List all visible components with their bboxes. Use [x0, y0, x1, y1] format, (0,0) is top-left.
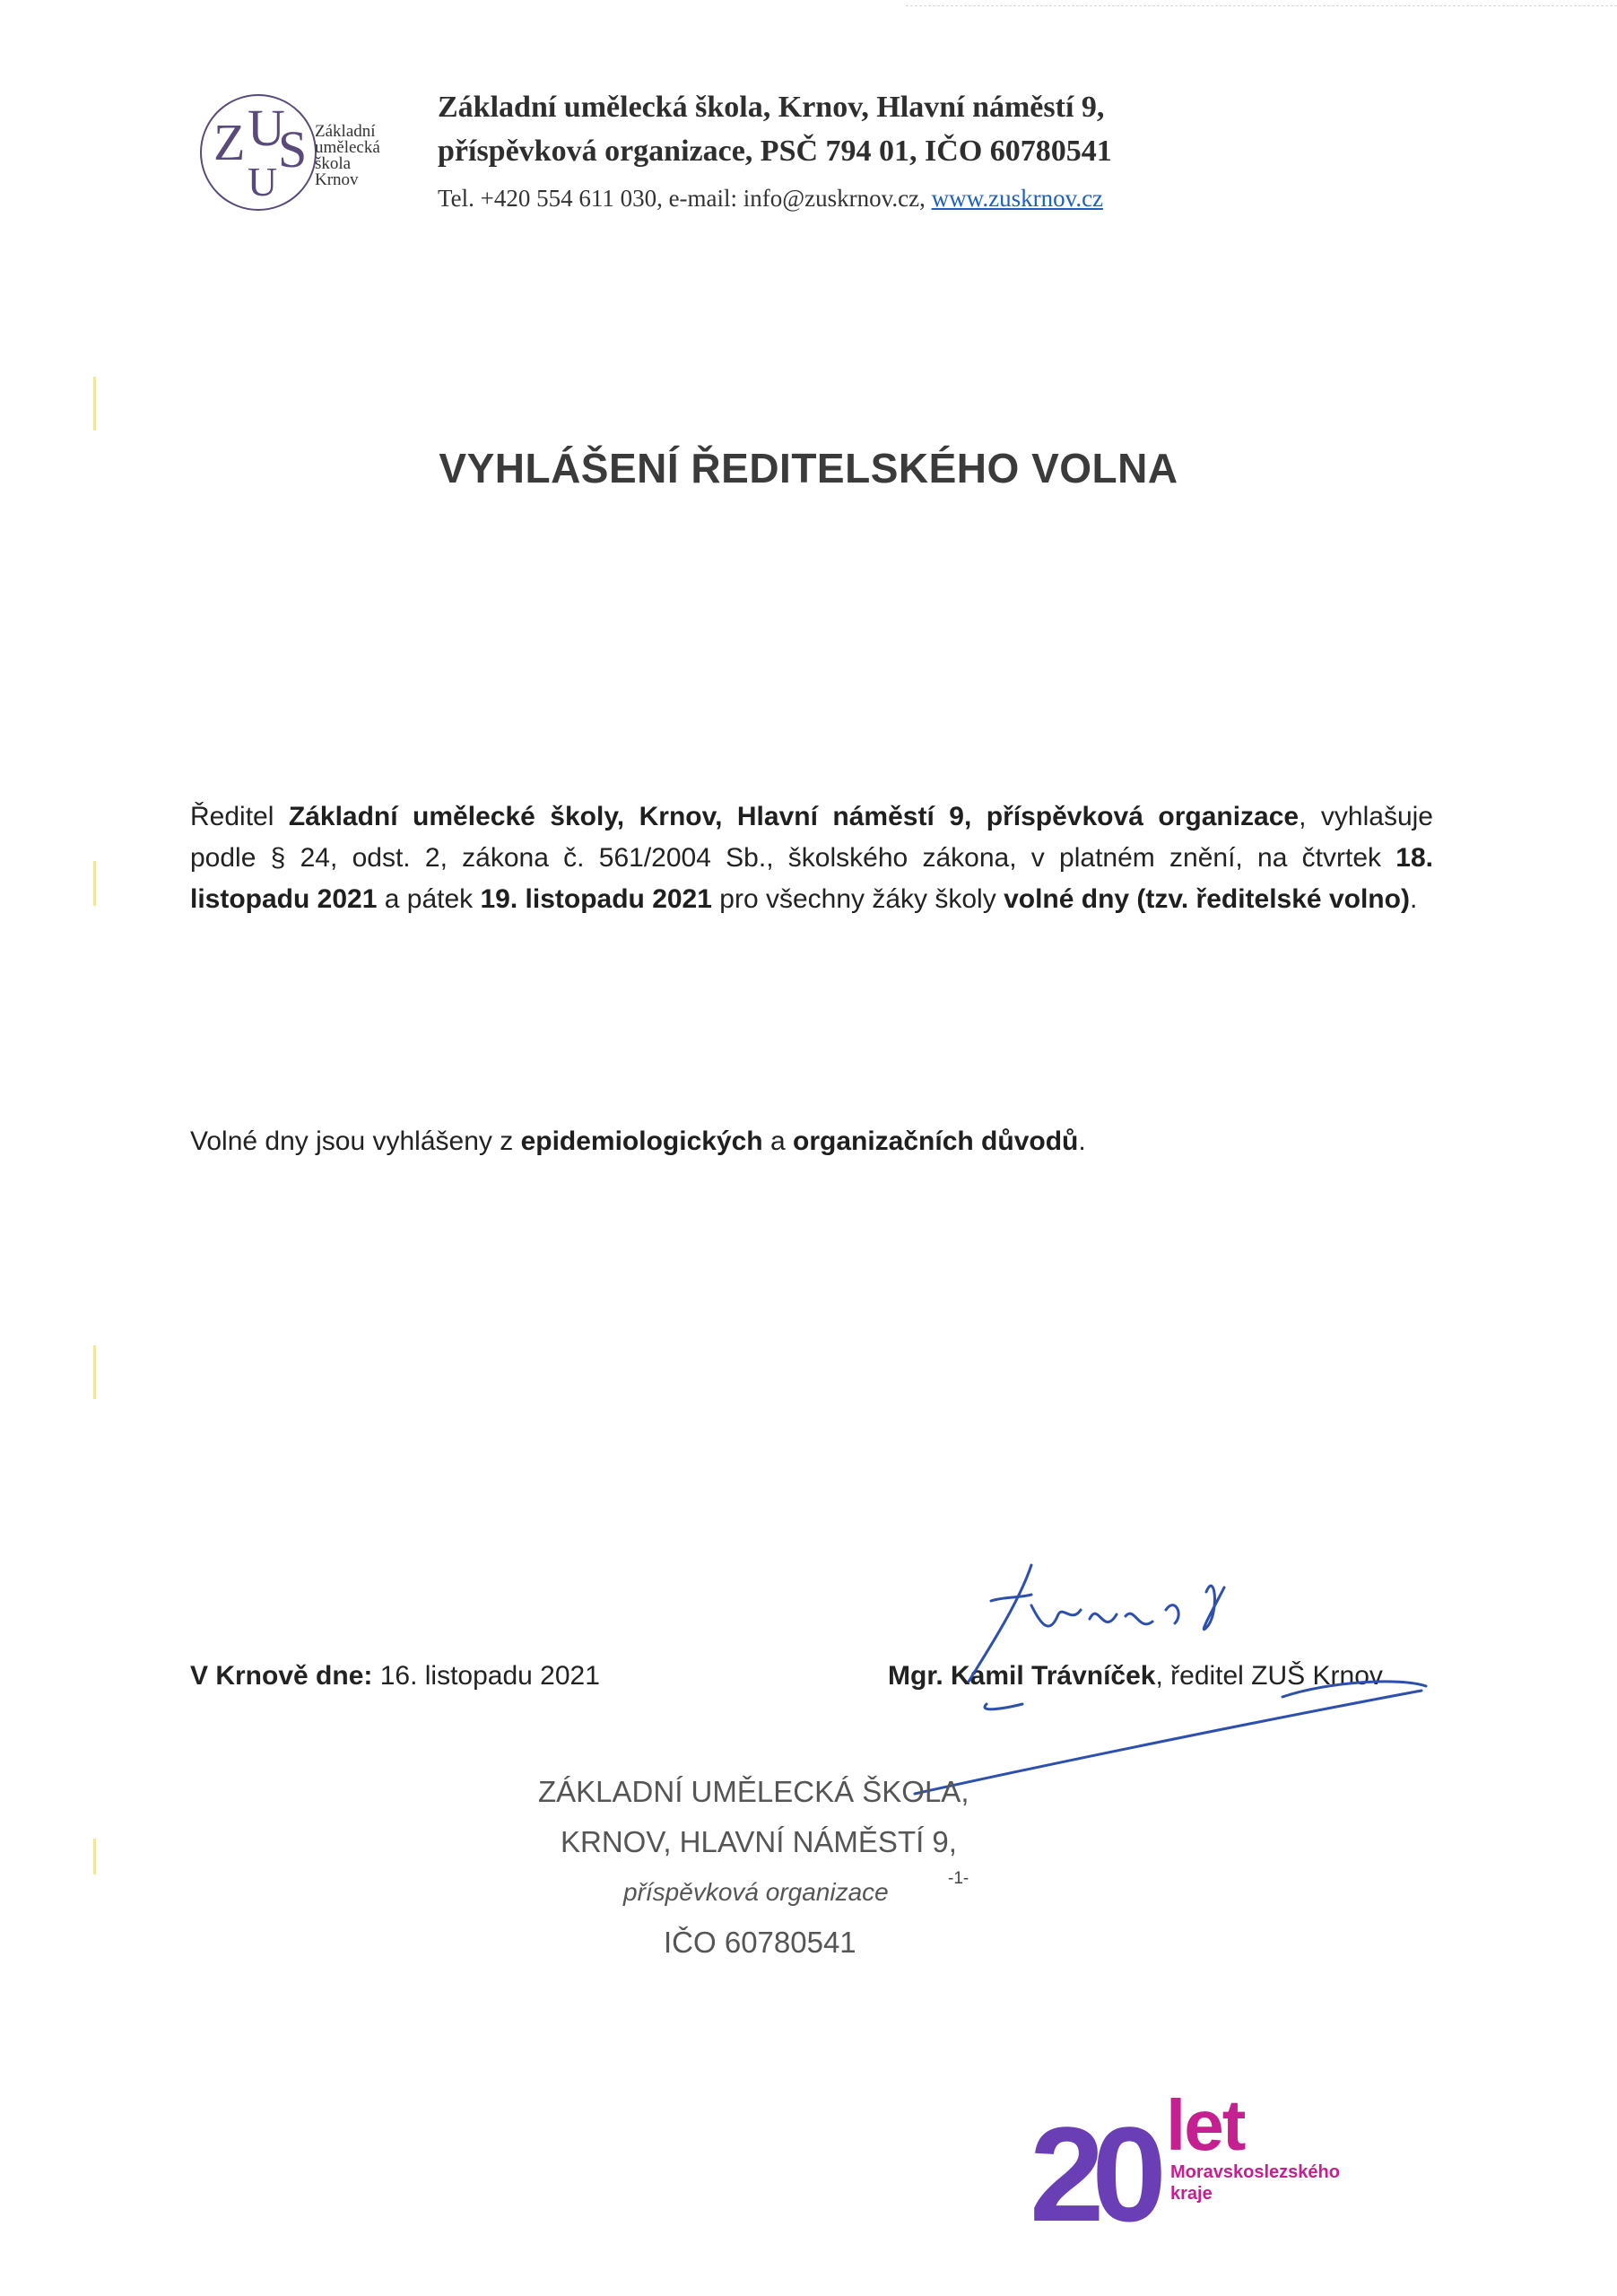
stamp-line: příspěvková organizace: [623, 1878, 889, 1906]
anniversary-word: let: [1166, 2085, 1245, 2165]
page-number: -1-: [948, 1869, 969, 1888]
svg-text:U: U: [248, 99, 285, 157]
para-text: Volné dny jsou vyhlášeny z: [190, 1126, 521, 1156]
stamp-line: IČO 60780541: [664, 1926, 856, 1959]
document-title: VYHLÁŠENÍ ŘEDITELSKÉHO VOLNA: [439, 445, 1178, 491]
para-text: .: [1078, 1126, 1086, 1156]
stamp-line: KRNOV, HLAVNÍ NÁMĚSTÍ 9,: [561, 1825, 957, 1858]
region-line: Moravskoslezského: [1170, 2162, 1340, 2182]
logo-caption-line: umělecká: [315, 138, 380, 157]
logo-caption: [315, 124, 380, 188]
zus-logo-icon: [196, 90, 321, 215]
header-line-1: Základní umělecká škola, Krnov, Hlavní náměstí 9,: [438, 91, 1105, 124]
header-contact: [438, 185, 1103, 213]
para-text: a: [762, 1126, 793, 1156]
contact-text: Tel. +420 554 611 030, e-mail: info@zuskrnov.cz,: [438, 185, 932, 212]
school-logo: [196, 90, 411, 215]
website-link[interactable]: www.zuskrnov.cz: [931, 185, 1104, 212]
para-text: Ředitel: [190, 802, 289, 831]
svg-text:S: S: [278, 120, 308, 178]
svg-text:U: U: [248, 159, 278, 204]
date-line: [190, 1661, 600, 1692]
region-line: kraje: [1170, 2184, 1213, 2204]
para-text: .: [1409, 884, 1418, 914]
para-text: a pátek: [377, 884, 481, 914]
signatory-role: , ředitel ZUŠ Krnov: [1155, 1661, 1383, 1691]
header-line-2: příspěvková organizace, PSČ 794 01, IČO 60780541: [438, 135, 1112, 168]
anniversary-number: 20: [1030, 2099, 1154, 2231]
school-stamp: [538, 1767, 1004, 1968]
anniversary-region: [1170, 2161, 1340, 2205]
para-text: , vyhlašuje podle § 24, odst. 2, zákona č. 561/2004 Sb., školského zákona, v platném znění, na čtvrtek: [190, 802, 1433, 873]
reason-epidemiological: epidemiologických: [520, 1126, 763, 1156]
logo-caption-line: Krnov: [315, 170, 359, 189]
free-days-term: volné dny (tzv. ředitelské volno): [1004, 884, 1410, 914]
date-label: V Krnově dne:: [190, 1661, 373, 1691]
date-friday: 19. listopadu 2021: [480, 884, 712, 914]
reason-organizational: organizačních důvodů: [793, 1126, 1079, 1156]
stamp-line: ZÁKLADNÍ UMĚLECKÁ ŠKOLA,: [538, 1775, 969, 1808]
para-text: pro všechny žáky školy: [711, 884, 1004, 914]
school-name: Základní umělecké školy, Krnov, Hlavní náměstí 9, příspěvková organizace: [288, 802, 1300, 831]
reason-paragraph: [190, 1121, 1433, 1162]
top-edge-line: [906, 5, 1617, 6]
logo-caption-line: Základní: [315, 122, 376, 141]
signatory-name: Mgr. Kamil Trávníček: [888, 1661, 1156, 1691]
svg-text:Z: Z: [213, 113, 246, 171]
handwritten-signature: [897, 1552, 1453, 1803]
date-value: 16. listopadu 2021: [372, 1661, 600, 1691]
logo-caption-line: škola: [315, 154, 352, 173]
announcement-paragraph: [190, 796, 1433, 920]
date-thursday: 18. listopadu 2021: [190, 843, 1433, 914]
